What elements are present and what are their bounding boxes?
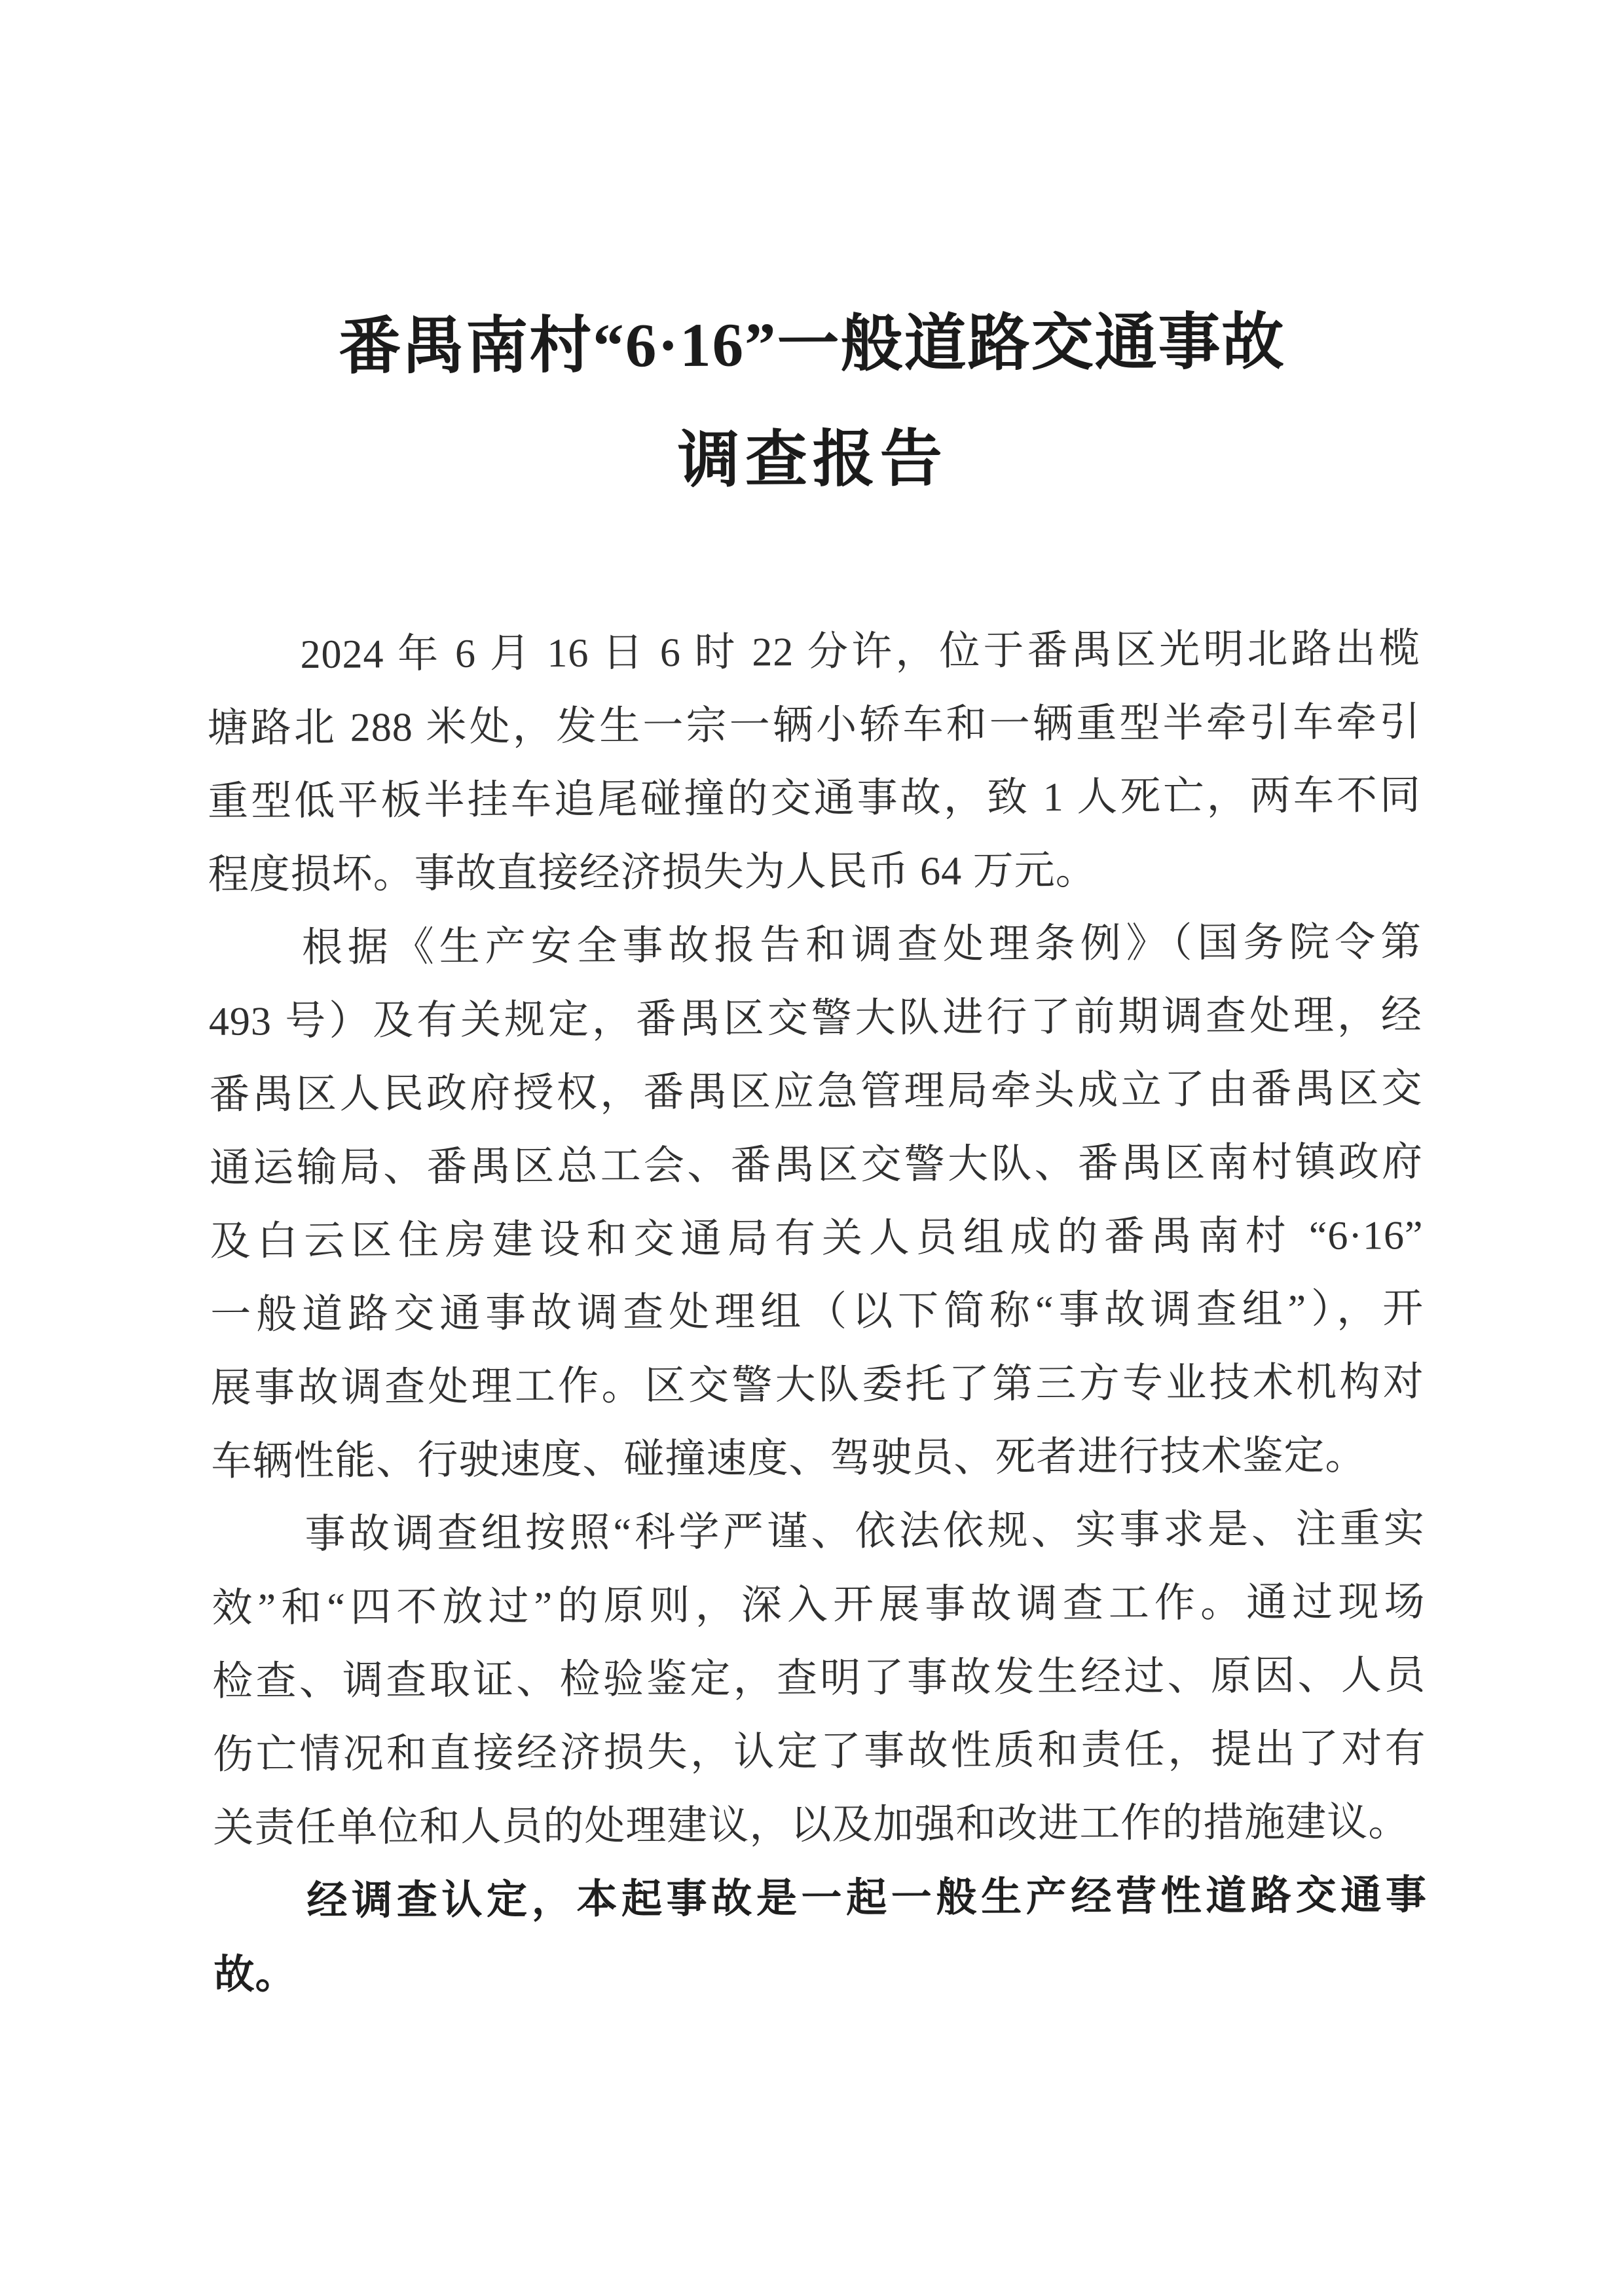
paragraph-line: 车辆性能、行驶速度、碰撞速度、驾驶员、死者进行技术鉴定。 xyxy=(211,1433,1367,1484)
paragraph-line: 经调查认定，本起事故是一起一般生产经营性道路交通事 xyxy=(306,1873,1428,1924)
paragraph-line: 展事故调查处理工作。区交警大队委托了第三方专业技术机构对 xyxy=(210,1360,1424,1411)
paragraph-line: 伤亡情况和直接经济损失，认定了事故性质和责任，提出了对有 xyxy=(212,1726,1426,1777)
paragraph-line: 通运输局、番禺区总工会、番禺区交警大队、番禺区南村镇政府 xyxy=(209,1140,1424,1191)
paragraph-intro xyxy=(207,612,1422,912)
paragraph-line: 2024 年 6 月 16 日 6 时 22 分许，位于番禺区光明北路出榄 xyxy=(300,627,1421,678)
paragraph-line: 根据《生产安全事故报告和调查处理条例》（国务院令第 xyxy=(301,920,1422,971)
document-content xyxy=(205,283,1428,2012)
report-title xyxy=(205,283,1420,520)
paragraph-line: 故。 xyxy=(213,1952,297,1997)
report-title-line-2: 调查报告 xyxy=(677,424,948,496)
paragraph-line: 检查、调查取证、检验鉴定，查明了事故发生经过、原因、人员 xyxy=(212,1653,1426,1704)
report-title-line-1: 番禺南村“6·16”一般道路交通事故 xyxy=(339,307,1285,382)
report-body xyxy=(207,612,1428,2012)
paragraph-investigation-setup xyxy=(208,905,1425,1499)
paragraph-line: 及白云区住房建设和交通局有关人员组成的番禺南村 “6·16” xyxy=(210,1213,1424,1264)
paragraph-line: 番禺区人民政府授权，番禺区应急管理局牵头成立了由番禺区交 xyxy=(209,1066,1423,1118)
paragraph-line: 程度损坏。事故直接经济损失为人民币 64 万元。 xyxy=(208,848,1097,898)
paragraph-line: 关责任单位和人员的处理建议，以及加强和改进工作的措施建议。 xyxy=(213,1800,1410,1851)
paragraph-line: 塘路北 288 米处，发生一宗一辆小轿车和一辆重型半牵引车牵引 xyxy=(207,700,1421,751)
paragraph-line: 事故调查组按照“科学严谨、依法依规、实事求是、注重实 xyxy=(304,1506,1426,1558)
paragraph-conclusion xyxy=(213,1859,1428,2012)
paragraph-line: 一般道路交通事故调查处理组（以下简称“事故调查组”），开 xyxy=(210,1286,1424,1338)
paragraph-line: 效”和“四不放过”的原则，深入开展事故调查工作。通过现场 xyxy=(212,1580,1426,1631)
paragraph-method xyxy=(212,1492,1427,1865)
paragraph-line: 重型低平板半挂车追尾碰撞的交通事故，致 1 人死亡，两车不同 xyxy=(207,773,1422,824)
paragraph-line: 493 号）及有关规定，番禺区交警大队进行了前期调查处理，经 xyxy=(208,993,1423,1044)
